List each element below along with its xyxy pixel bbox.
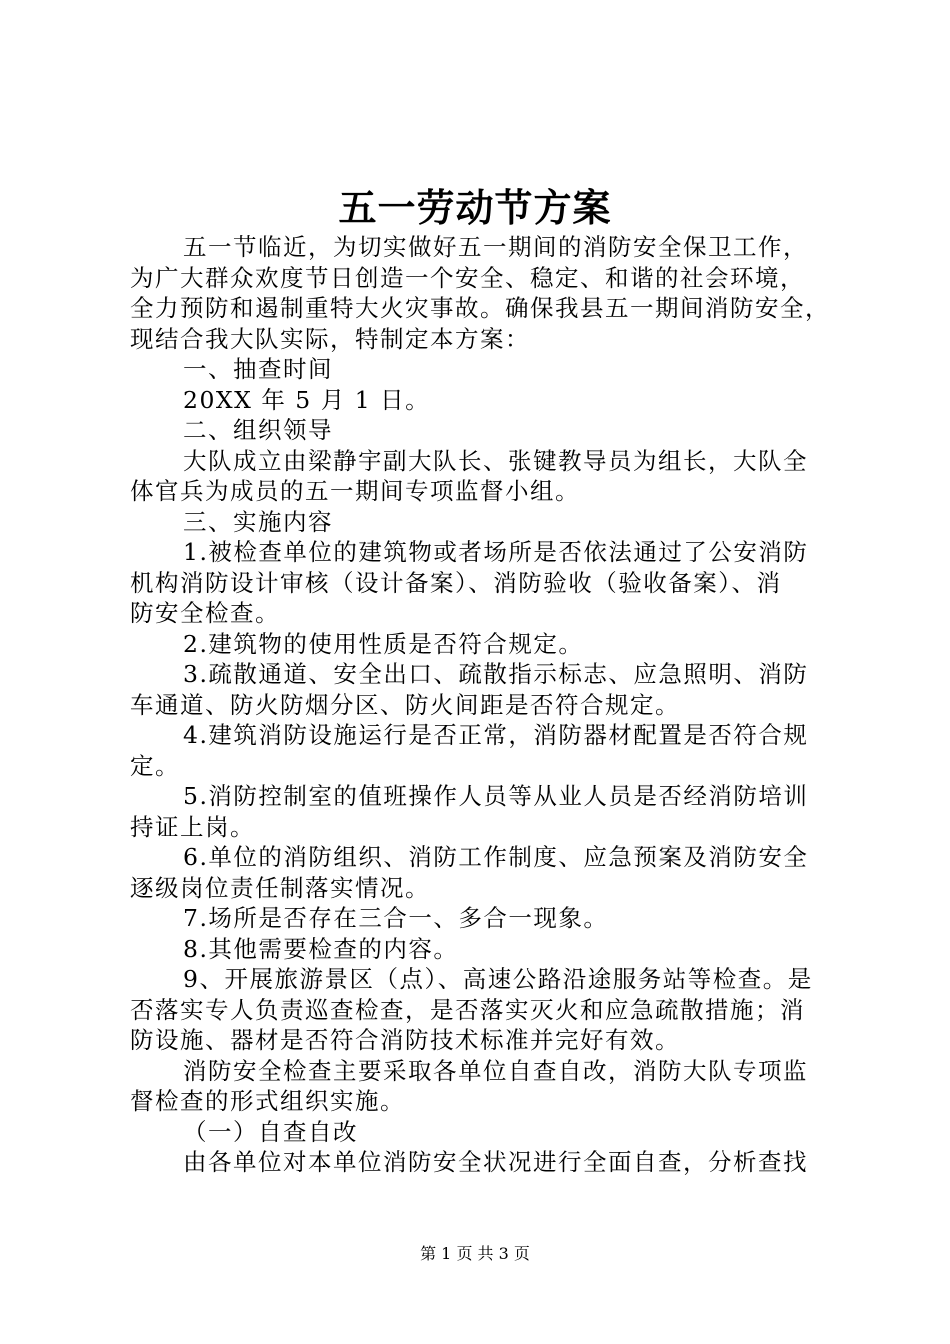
document-body xyxy=(130,232,845,1178)
heading-implementation: 三、实施内容 xyxy=(183,507,333,536)
list-item-7: 7.场所是否存在三合一、多合一现象。 xyxy=(183,904,609,932)
list-item-1: 1.被检查单位的建筑物或者场所是否依法通过了公安消防 机构消防设计审核（设计备案）、消防验收（验收备案）、消 防安全检查。 xyxy=(130,538,809,627)
paragraph-self-check: 由各单位对本单位消防安全状况进行全面自查，分析查找 xyxy=(183,1148,808,1176)
heading-self-check: （一）自查自改 xyxy=(183,1117,358,1146)
heading-organization: 二、组织领导 xyxy=(183,416,333,444)
document-title: 五一劳动节方案 xyxy=(338,185,612,230)
paragraph-method: 消防安全检查主要采取各单位自查自改，消防大队专项监 督检查的形式组织实施。 xyxy=(130,1056,808,1115)
heading-inspection-time: 一、抽查时间 xyxy=(183,355,333,383)
list-item-8: 8.其他需要检查的内容。 xyxy=(183,934,459,963)
paragraph-date: 20XX 年 5 月 1 日。 xyxy=(183,385,431,414)
list-item-2: 2.建筑物的使用性质是否符合规定。 xyxy=(183,629,584,658)
page-footer: 第 1 页 共 3 页 xyxy=(420,1244,530,1263)
list-item-9: 9、开展旅游景区（点）、高速公路沿途服务站等检查。是 否落实专人负责巡查检查，是否落实灭火和应急疏散措施；消 防设施、器材是否符合消防技术标准并完好有效。 xyxy=(130,965,813,1054)
paragraph-intro: 五一节临近，为切实做好五一期间的消防安全保卫工作， 为广大群众欢度节日创造一个安全、稳定、和谐的社会环境， 全力预防和遏制重特大火灾事故。确保我县五一期间消防安全， 现结合我大队实际，特制定本方案： xyxy=(130,233,830,353)
list-item-5: 5.消防控制室的值班操作人员等从业人员是否经消防培训 持证上岗。 xyxy=(130,782,809,841)
paragraph-organization: 大队成立由梁静宇副大队长、张键教导员为组长，大队全 体官兵为成员的五一期间专项监督小组。 xyxy=(130,446,808,505)
list-item-6: 6.单位的消防组织、消防工作制度、应急预案及消防安全 逐级岗位责任制落实情况。 xyxy=(130,843,809,902)
list-item-3: 3.疏散通道、安全出口、疏散指示标志、应急照明、消防 车通道、防火防烟分区、防火间距是否符合规定。 xyxy=(130,660,809,719)
list-item-4: 4.建筑消防设施运行是否正常，消防器材配置是否符合规 定。 xyxy=(130,721,809,780)
